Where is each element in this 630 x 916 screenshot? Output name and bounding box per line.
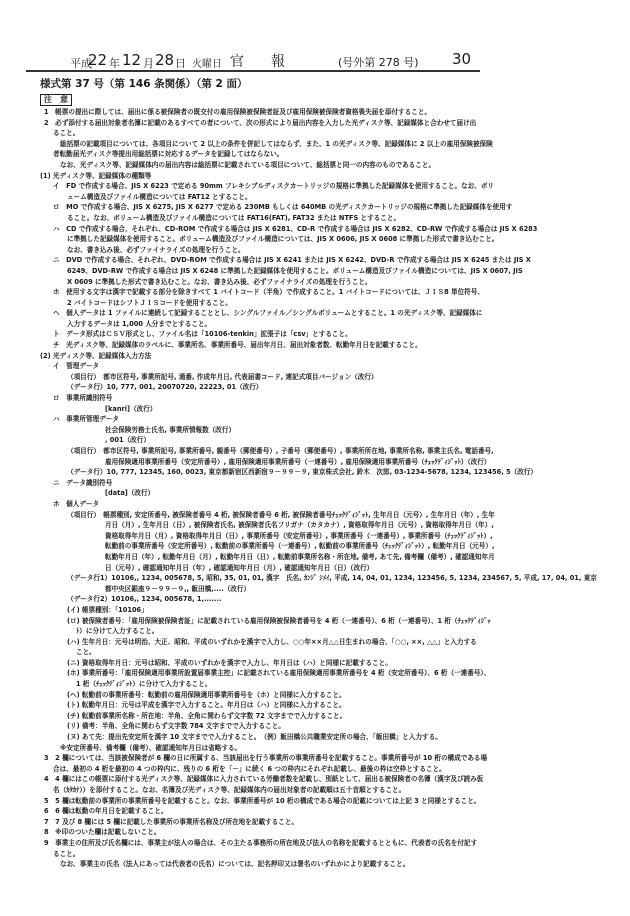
notice-line: 7 7 及び 8 欄には 5 欄に記載した事業所の事業所名称及び所在地を記載すること。: [44, 817, 299, 826]
notice-line: （データ行）10, 777, 12345, 160, 0023, 東京都新宿区西新宿９－９９－９, 東京株式会社, 鈴木 次郎, 03-1234-5678, 1234, 123456, 5（改行）: [67, 468, 537, 477]
notice-line: に準拠した記録媒体を使用すること。ボリューム構造及びファイル構造については、JIS X 0606, JIS X 0608 に準拠した形式で書き込むこと。: [67, 235, 499, 244]
header-day: 28: [155, 51, 175, 69]
notice-line: X 0609 に準拠した形式で書き込むこと。なお、書き込み後、必ずファイナライズの処理を行うこと。: [67, 277, 372, 286]
notice-line: 名（ｶﾀｶﾅ））を添付すること。なお、名簿及び光ディスク等、記録媒体内の届出対象者の記載順は五十音順とすること。: [53, 786, 406, 794]
notice-line: ること。: [53, 129, 80, 138]
header-year-suffix: 年: [109, 57, 120, 70]
notice-label: 注 意: [40, 94, 72, 106]
notice-line: (ロ) 被保険者番号：「雇用保険被保険者証」に記載されている雇用保険被保険者番号を 4 桁（一連番号）、6 桁（一連番号）、1 桁（ﾁｪｯｸﾃﾞｨｼﾞｯ: [67, 616, 491, 625]
notice-line: 日（元号）, 確認通知年月日（年）, 確認通知年月日（月）, 確認通知年月日（日）（改行）: [105, 563, 374, 572]
notice-line: 6 6 欄は転勤の年月日を記載すること。: [44, 807, 168, 816]
gazette-header: [26, 50, 481, 72]
notice-line: (イ) 帳票種別：「10106」: [67, 605, 148, 614]
header-title-po: 報: [271, 54, 285, 70]
header-era: 平成: [70, 57, 92, 70]
notice-line: (ニ) 資格取得年月日：元号は昭和、平成のいずれかを漢字で入力し、年月日は（ハ）と同様に記載すること。: [67, 658, 392, 667]
notice-line: ホ 使用する文字は漢字で記載する部分を除きすべて 1 バイトコード（半角）で作成すること。1 バイトコードについては、ＪＩＳ8 単位符号、: [53, 288, 484, 297]
notice-line: ること。なお、ボリューム構造及びファイル構造については FAT16(FAT), FAT32 または NTFS とすること。: [67, 213, 401, 222]
notice-line: 5 5 欄は転勤前の事業所の事業所番号を記載すること。なお、事業所番号が 10 桁の構成である場合の記載については上記 3 と同様とすること。: [44, 796, 481, 805]
notice-line: ハ CD で作成する場合、それぞれ、CD-ROM で作成する場合は JIS X 6281、CD-R で作成する場合は JIS X 6282、CD-RW で作成する場合は JIS X 6283: [53, 224, 538, 233]
notice-line: ※安定所番号、備考欄（備考）、確認通知年月日は省略する。: [60, 743, 242, 752]
notice-line: 資格取得年月日（月）, 資格取得年月日（日）, 事業所番号（安定所番号）, 事業所番号（一連番号）, 事業所番号（ﾁｪｯｸﾃﾞｨｼﾞｯﾄ）,: [105, 531, 493, 540]
notice-line: ハ 事業所管理データ: [53, 415, 119, 424]
notice-line: ロ 事業所識別符号: [53, 394, 113, 403]
notice-line: [data]（改行）: [105, 489, 155, 498]
notice-line: ホ 個人データ: [53, 499, 100, 508]
notice-line: ること。: [53, 849, 80, 858]
notice-line: （データ行2）10106,, 1234, 005678, 1,.......: [67, 595, 222, 604]
notice-line: 1 帳票の提出に際しては、届出に係る被保険者の既交付の雇用保険被保険者証及び雇用保険被保険者資格喪失届を添付すること。: [44, 108, 432, 116]
header-month: 12: [122, 51, 142, 69]
notice-line: （データ行）10, 777, 001, 20070720, 22223, 01（改行）: [67, 383, 263, 392]
notice-line: 9 事業主の住所及び氏名欄には、事業主が法人の場合は、その主たる事務所の所在地及び法人の名称を記載するとともに、代表者の氏名を付記す: [44, 838, 478, 847]
notice-line: こと。: [76, 648, 96, 657]
notice-line: (1) 光ディスク等、記録媒体の種類等: [40, 171, 152, 180]
notice-line: ヘ 個人データは 1 ファイルに連続して記録することとし、シングルファイル／シングルボリュームとすること。1 の光ディスク等、記録媒体に: [53, 309, 483, 318]
notice-line: (チ) 転勤前事業所名称・所在地：半角、全角に関わらず文字数 72 文字までで入力すること。: [67, 711, 347, 720]
notice-line: 社会保険労務士氏名, 事業所情報数（改行）: [105, 425, 236, 434]
notice-line: 4 4 欄にはこの帳票に添付する光ディスク等、記録媒体に入力されている労働者数を記載し、別紙として、届出る被保険者の名簿（漢字及び読み仮: [44, 775, 484, 784]
notice-line: (リ) 備考：半角、全角に関わらず文字数 784 文字までで入力すること。: [67, 722, 285, 731]
notice-line: 都中央区銀座９－９９－９,, 飯田橋,....（改行）: [105, 584, 251, 593]
notice-line: (2) 光ディスク等、記録媒体入力方法: [40, 351, 152, 360]
header-day-suffix: 日: [175, 57, 186, 70]
notice-line: 2 必ず添付する届出対象者名簿に記載のあるすべての者について、次の形式により届出内容を入力した光ディスク等、記録媒体と合わせて届け出: [44, 118, 477, 127]
notice-line: (ハ) 生年月日：元号は明治、大正、昭和、平成のいずれかを漢字で入力し、○○年××月△△日生まれの場合、「○○, ××, △△」と入力する: [67, 637, 477, 646]
notice-line: ﾄ）に分けて入力すること。: [76, 627, 159, 636]
notice-line: 雇用保険適用事業所番号（安定所番号）, 雇用保険適用事業所番号（一連番号）, 雇用保険適用事業所番号（ﾁｪｯｸﾃﾞｨｼﾞｯﾄ）（改行）: [105, 457, 491, 466]
notice-line: (ホ) 事業所番号：「雇用保険適用事業所設置届事業主控」に記載されている雇用保険適用事業所番号を 4 桁（安定所番号）、6 桁（一連番号）、: [67, 669, 491, 678]
notice-line: ューム構造及びファイル構造については FAT12 とすること。: [67, 192, 252, 201]
notice-line: （データ行1）10106,, 1234, 005678, 5, 昭和, 35, 01, 01, 漢字 氏名, ｶﾝｼﾞ ｼﾒｲ, 平成, 14, 04, 01, 1234, 123456, 5, 1234, 234567, 5, 平成, 17, 04, 01, 東京: [67, 574, 597, 583]
notice-line: 8 ※印のついた欄は記載しないこと。: [44, 828, 161, 837]
header-year: 22: [88, 51, 108, 69]
notice-line: 3 2 欄については、当該被保険者が 6 欄の日に所属する、当該届出を行う事業所の事業所番号を記載すること。事業所番号が 10 桁の構成である場: [44, 754, 488, 763]
header-weekday: 火曜日: [192, 59, 222, 70]
notice-line: 2 バイトコードはシフトＪＩＳコードを使用すること。: [67, 298, 232, 307]
notice-line: （項目行） 帳票種別, 安定所番号, 被保険者番号 4 桁, 被保険者番号 6 桁, 被保険者番号ﾁｪｯｸﾃﾞｨｼﾞｯﾄ, 生年月日（元号）, 生年月日（年）, 生年: [67, 510, 495, 519]
notice-line: (ヘ) 転勤前の事業所番号：転勤前の雇用保険適用事業所番号を（ホ）と同様に入力すること。: [67, 690, 346, 699]
notice-line: （項目行） 都市区符号, 事業所記号, 通番, 作成年月日, 代表届書コード, 連記式項目バージョン（改行）: [67, 372, 378, 381]
header-title-kan: 官: [230, 54, 244, 70]
notice-line: イ 管理データ: [53, 362, 100, 371]
notice-line: (ト) 転勤年月日：元号は平成を漢字で入力すること。年月日は（ハ）と同様に入力すること。: [67, 701, 346, 710]
page-number: 30: [452, 50, 472, 68]
notice-line: (ヌ) あて先：提出先安定所を漢字 10 文字までで入力すること。 （例）飯田橋公共職業安定所の場合、「飯田橋」と入力する。: [67, 733, 442, 742]
notice-line: ト データ形式はＣＳＶ形式とし、ファイル名は「10106-tenkin」拡張子は「csv」とすること。: [53, 330, 352, 339]
notice-line: [kanri]（改行）: [105, 404, 157, 413]
notice-line: 1 桁（ﾁｪｯｸﾃﾞｨｼﾞｯﾄ）に分けて入力すること。: [76, 680, 212, 689]
header-rule: [26, 70, 480, 72]
notice-line: 総括票の記載項目については、各項目について 2 以上の条件を併記してはならず、また、1 の光ディスク等、記録媒体に 2 以上の雇用保険被保険: [60, 139, 493, 148]
notice-line: チ 光ディスク等、記録媒体のラベルに、事業所名、事業所番号、届出年月日、届出対象者数、転勤年月日を記載すること。: [53, 341, 422, 350]
header-issue-number: (号外第 278 号): [338, 56, 419, 69]
notice-line: , 001（改行）: [105, 436, 150, 445]
notice-line: 転勤前の事業所番号（安定所番号）, 転勤前の事業所番号（一連番号）, 転勤前の事業所番号（ﾁｪｯｸﾃﾞｨｼﾞｯﾄ）, 転勤年月日（元号）,: [105, 542, 495, 551]
notice-line: なお、光ディスク等、記録媒体内の届出内容は総括票に記載されている項目について、総括票と同一の内容のものであること。: [60, 160, 436, 169]
header-month-suffix: 月: [143, 57, 154, 70]
notice-line: イ FD で作成する場合、JIS X 6223 で定める 90mm フレキシブルディスクカートリッジの規格に準拠した記録媒体を使用すること。なお、ボリ: [53, 182, 495, 191]
document-body: [40, 76, 600, 870]
notice-line: 者転勤届光ディスク等提出用総括票に対応するデータを記録してはならない。: [53, 150, 284, 159]
form-title: 様式第 37 号（第 146 条関係）（第 2 面）: [40, 78, 248, 90]
notice-line: 6249、DVD-RW で作成する場合は JIS X 6248 に準拠した記録媒体を使用すること。ボリューム構造及びファイル構造については、JIS X 0607, JIS: [67, 266, 523, 275]
notice-line: なお、事業主の氏名（法人にあっては代表者の氏名）については、記名押印又は署名のいずれかにより記載すること。: [60, 860, 410, 869]
notice-line: 月日（月）, 生年月日（日）, 被保険者氏名, 被保険者氏名フリガナ（カタカナ）, 資格取得年月日（元号）, 資格取得年月日（年）,: [105, 521, 494, 530]
notice-line: （項目行） 都市区符号, 事業所記号, 事業所番号, 親番号（郵便番号）, 子番号（郵便番号）, 事業所所在地, 事業所名称, 事業主氏名, 電話番号,: [67, 447, 494, 455]
notice-line: 転勤年月日（年）, 転勤年月日（月）, 転勤年月日（日）, 転勤前事業所名称・所在地, 備考, あて先, 備考欄（備考）, 確認通知年月: [105, 552, 495, 561]
notice-line: 入力するデータは 1,000 人分までとすること。: [67, 319, 212, 328]
notice-line: ニ データ識別符号: [53, 478, 113, 487]
notice-line: ロ MO で作成する場合、JIS X 6275, JIS X 6277 で定める 230MB もしくは 640MB の光ディスクカートリッジの規格に準拠した記録媒体を使用す: [53, 203, 513, 212]
notice-line: 合は、最初の 4 桁を最初の 4 つの枠内に、残りの 6 桁を「－」に続く 6 つの枠内にそれぞれ記載し、最後の枠は空枠とすること。: [53, 764, 446, 773]
notice-line: ニ DVD で作成する場合、それぞれ、DVD-ROM で作成する場合は JIS X 6241 または JIS X 6242、DVD-R で作成する場合は JIS X 6245 または JIS X: [53, 256, 531, 265]
notice-lines: [40, 107, 600, 870]
notice-line: なお、書き込み後、必ずファイナライズの処理を行うこと。: [67, 245, 245, 254]
